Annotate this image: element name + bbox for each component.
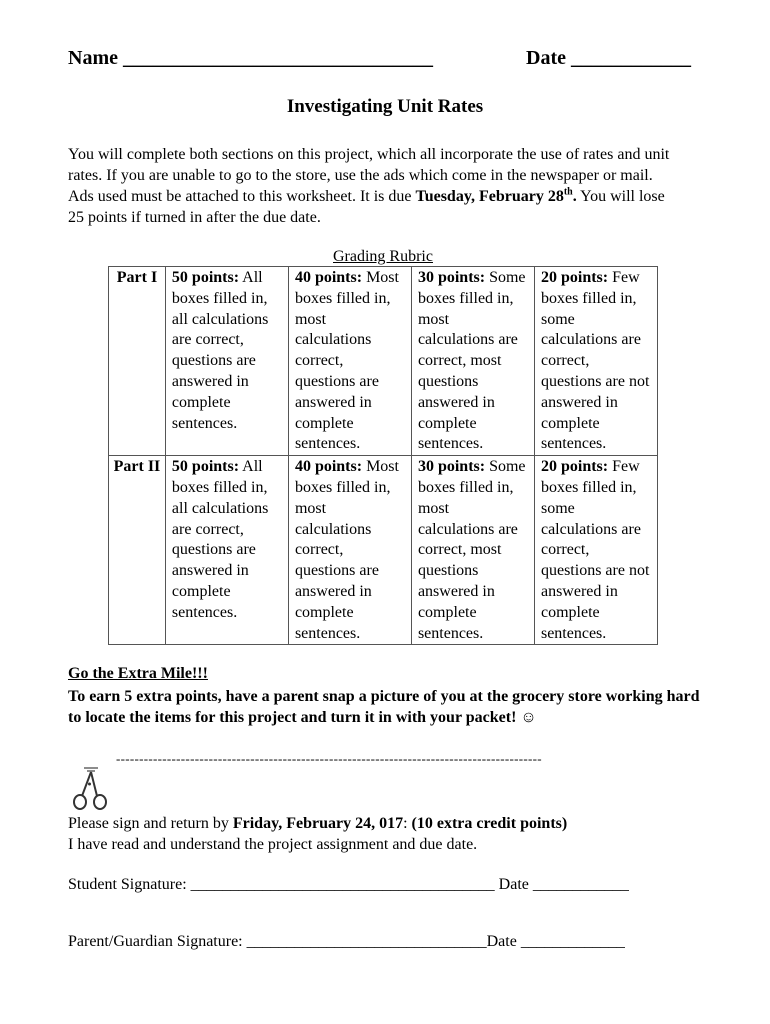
extra-mile-text: To earn 5 extra points, have a parent snap a picture of you at the grocery store working hard to locate the items for this project and turn it in with your packet! ☺ [68,688,700,726]
rubric-points: 30 points: [417,269,486,286]
rubric-part-label: Part I [109,267,166,456]
rubric-points: 20 points: [540,458,609,476]
scissors-icon [70,766,112,812]
return-date: Friday, February 24, 017 [232,815,404,832]
parent-signature-line: Parent/Guardian Signature: ______________________________Date _____________ [68,933,625,950]
grading-rubric-table [108,266,658,645]
rubric-description: Few boxes filled in, some calculations are correct, questions are not answered in complete sentences. [540,269,650,453]
rubric-description: Most boxes filled in, most calculations correct, questions are answered in complete sentences. [294,458,399,642]
rubric-cell [165,267,288,456]
rubric-caption: Grading Rubric [333,248,433,265]
rubric-points: 20 points: [540,269,609,286]
table-row [109,267,658,456]
rubric-cell [288,267,411,456]
return-prefix: Please sign and return by [68,815,233,832]
rubric-points: 40 points: [294,458,363,476]
return-colon: : [403,815,412,832]
rubric-cell [165,456,288,645]
rubric-description: Most boxes filled in, most calculations correct, questions are answered in complete sentences. [294,269,399,453]
rubric-cell [411,267,534,456]
due-date: Tuesday, February 28 [415,188,564,205]
rubric-description: Some boxes filled in, most calculations are correct, most questions answered in complete sentences. [417,458,526,642]
rubric-description: All boxes filled in, all calculations are correct, questions are answered in complete sentences. [171,458,269,621]
rubric-points: 30 points: [417,458,486,476]
page-title: Investigating Unit Rates [286,96,484,117]
rubric-cell [534,267,657,456]
rubric-cell [411,456,534,645]
return-instructions [68,813,567,834]
intro-paragraph [68,144,678,228]
rubric-points: 40 points: [294,269,363,286]
rubric-cell [288,456,411,645]
date-field-label: Date ____________ [526,47,691,69]
rubric-description: Few boxes filled in, some calculations are correct, questions are not answered in complete sentences. [540,458,650,642]
rubric-description: All boxes filled in, all calculations are correct, questions are answered in complete sentences. [171,269,269,432]
intro-text: You will complete both sections on this project, which all incorporate the use of rates and unit rates. If you are unable to go to the store, use the ads which come in the newspaper or mail. Ads used must be attached to this worksheet. It is due [68,146,670,205]
extra-credit-note: (10 extra credit points) [411,815,568,832]
rubric-cell [534,456,657,645]
due-date-suffix: th [563,186,573,198]
late-penalty-text: You will lose 25 points if turned in after the due date. [68,188,665,226]
rubric-points: 50 points: [171,458,240,476]
extra-mile-heading: Go the Extra Mile!!! [68,665,208,682]
cut-line: -------------------------------------------------------------------------------------------- [116,751,542,766]
name-field-label: Name _______________________________ [68,47,433,69]
due-date-period: . [572,188,577,205]
rubric-points: 50 points: [171,269,240,286]
rubric-part-label: Part II [109,456,166,645]
rubric-description: Some boxes filled in, most calculations are correct, most questions answered in complete sentences. [417,269,526,453]
student-signature-line: Student Signature: ______________________________________ Date ____________ [68,876,629,893]
acknowledgement-text: I have read and understand the project assignment and due date. [68,836,478,853]
table-row [109,456,658,645]
